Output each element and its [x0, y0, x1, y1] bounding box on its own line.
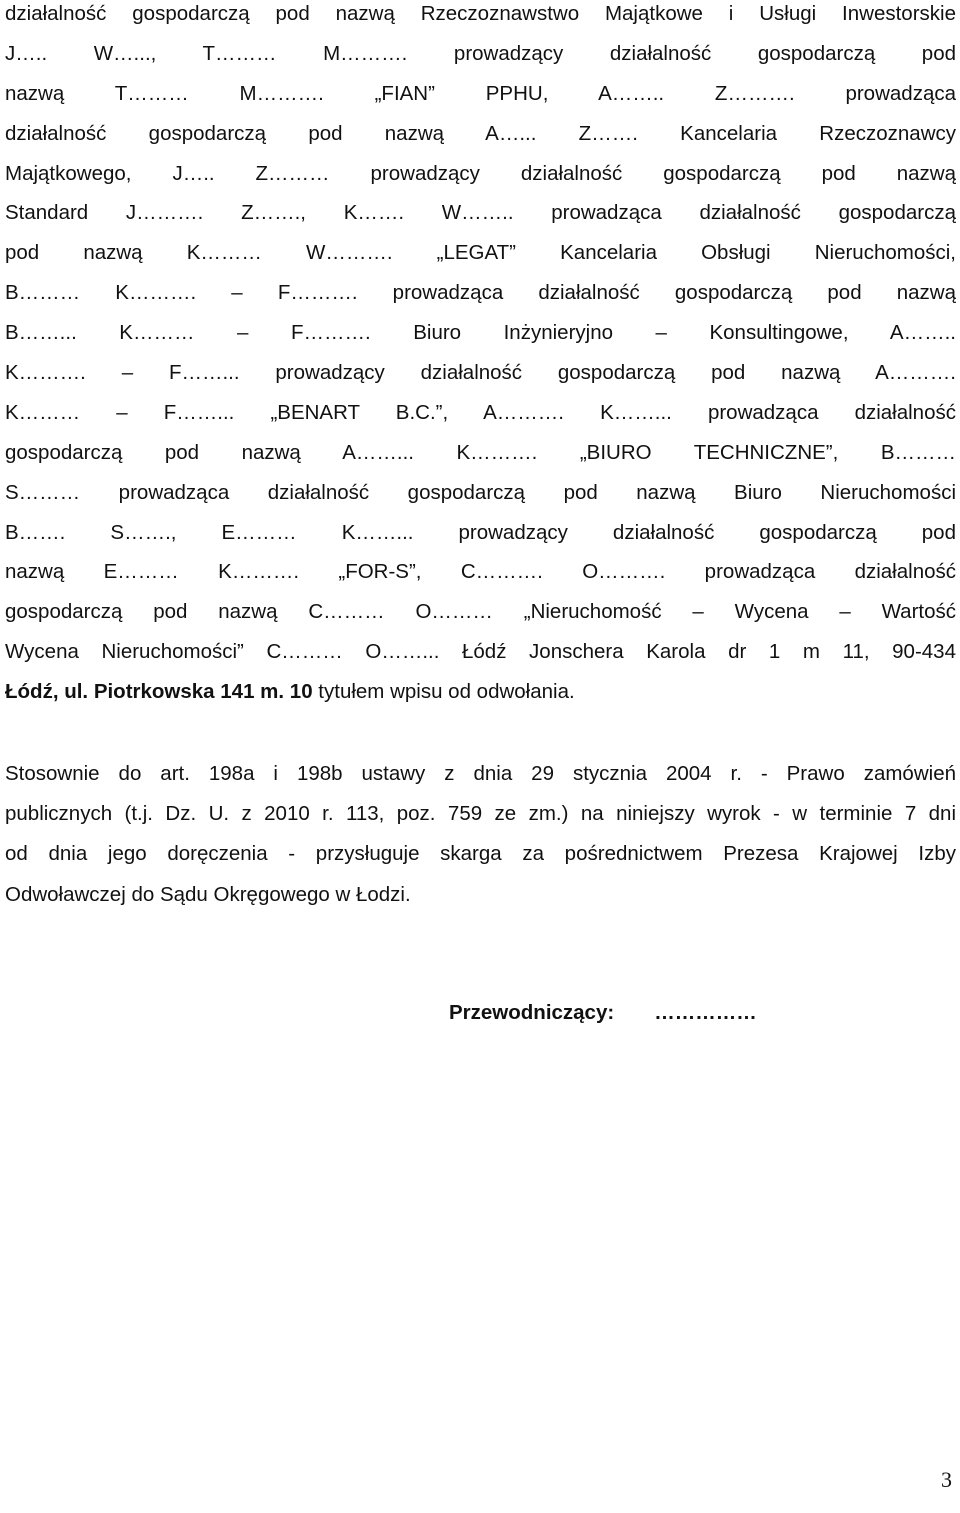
text-line: gospodarczą pod nazwą C……… O……… „Nieruchomość – Wycena – Wartość: [5, 600, 956, 624]
text-line: nazwą T……… M………. „FIAN” PPHU, A…….. Z………. prowadząca: [5, 81, 956, 105]
text-line: działalność gospodarczą pod nazwą A…... Z……. Kancelaria Rzeczoznawcy: [5, 121, 956, 145]
text-line: J….. W…..., T……… M………. prowadzący działalność gospodarczą pod: [5, 41, 956, 65]
text-line: publicznych (t.j. Dz. U. z 2010 r. 113, poz. 759 ze zm.) na niniejszy wyrok - w terminie 7 dni: [5, 802, 956, 826]
bold-address: Łódź, ul. Piotrkowska 141 m. 10: [5, 680, 313, 704]
address-suffix: tytułem wpisu od odwołania.: [312, 680, 575, 704]
text-line: od dnia jego doręczenia - przysługuje skarga za pośrednictwem Prezesa Krajowej Izby: [5, 842, 956, 866]
paragraph-parties: [5, 0, 956, 712]
paragraph-appeal-instruction: [5, 754, 956, 915]
text-line: Wycena Nieruchomości” C……… O……... Łódź Jonschera Karola dr 1 m 11, 90-434: [5, 640, 956, 664]
text-line: Majątkowego, J….. Z……… prowadzący działalność gospodarczą pod nazwą: [5, 161, 956, 185]
signature-placeholder: ……………: [654, 1001, 757, 1024]
signature-line: [449, 1000, 757, 1026]
text-line: K……… – F……... „BENART B.C.”, A………. K……... prowadząca działalność: [5, 400, 956, 424]
text-line: Standard J………. Z……., K……. W…….. prowadząca działalność gospodarczą: [5, 201, 956, 225]
text-line: B……… K………. – F………. prowadząca działalność gospodarczą pod nazwą: [5, 281, 956, 305]
signature-label: Przewodniczący:: [449, 1001, 615, 1024]
text-line: nazwą E……… K………. „FOR-S”, C………. O………. prowadząca działalność: [5, 560, 956, 584]
text-line: K………. – F……... prowadzący działalność gospodarczą pod nazwą A……….: [5, 361, 956, 385]
text-line: B……... K……… – F………. Biuro Inżynieryjno – Konsultingowe, A……..: [5, 321, 956, 345]
text-line: gospodarczą pod nazwą A……... K………. „BIURO TECHNICZNE”, B………: [5, 440, 956, 464]
text-line: pod nazwą K……… W………. „LEGAT” Kancelaria Obsługi Nieruchomości,: [5, 241, 956, 265]
text-line: B……. S……., E……… K……... prowadzący działalność gospodarczą pod: [5, 520, 956, 544]
text-line: działalność gospodarczą pod nazwą Rzeczoznawstwo Majątkowe i Usługi Inwestorskie: [5, 2, 956, 25]
page-number: 3: [941, 1467, 952, 1492]
text-line: S……… prowadząca działalność gospodarczą pod nazwą Biuro Nieruchomości: [5, 480, 956, 504]
text-line-last: [5, 672, 956, 712]
text-line-last: Odwoławczej do Sądu Okręgowego w Łodzi.: [5, 882, 411, 906]
text-line: Stosownie do art. 198a i 198b ustawy z dnia 29 stycznia 2004 r. - Prawo zamówień: [5, 762, 956, 785]
